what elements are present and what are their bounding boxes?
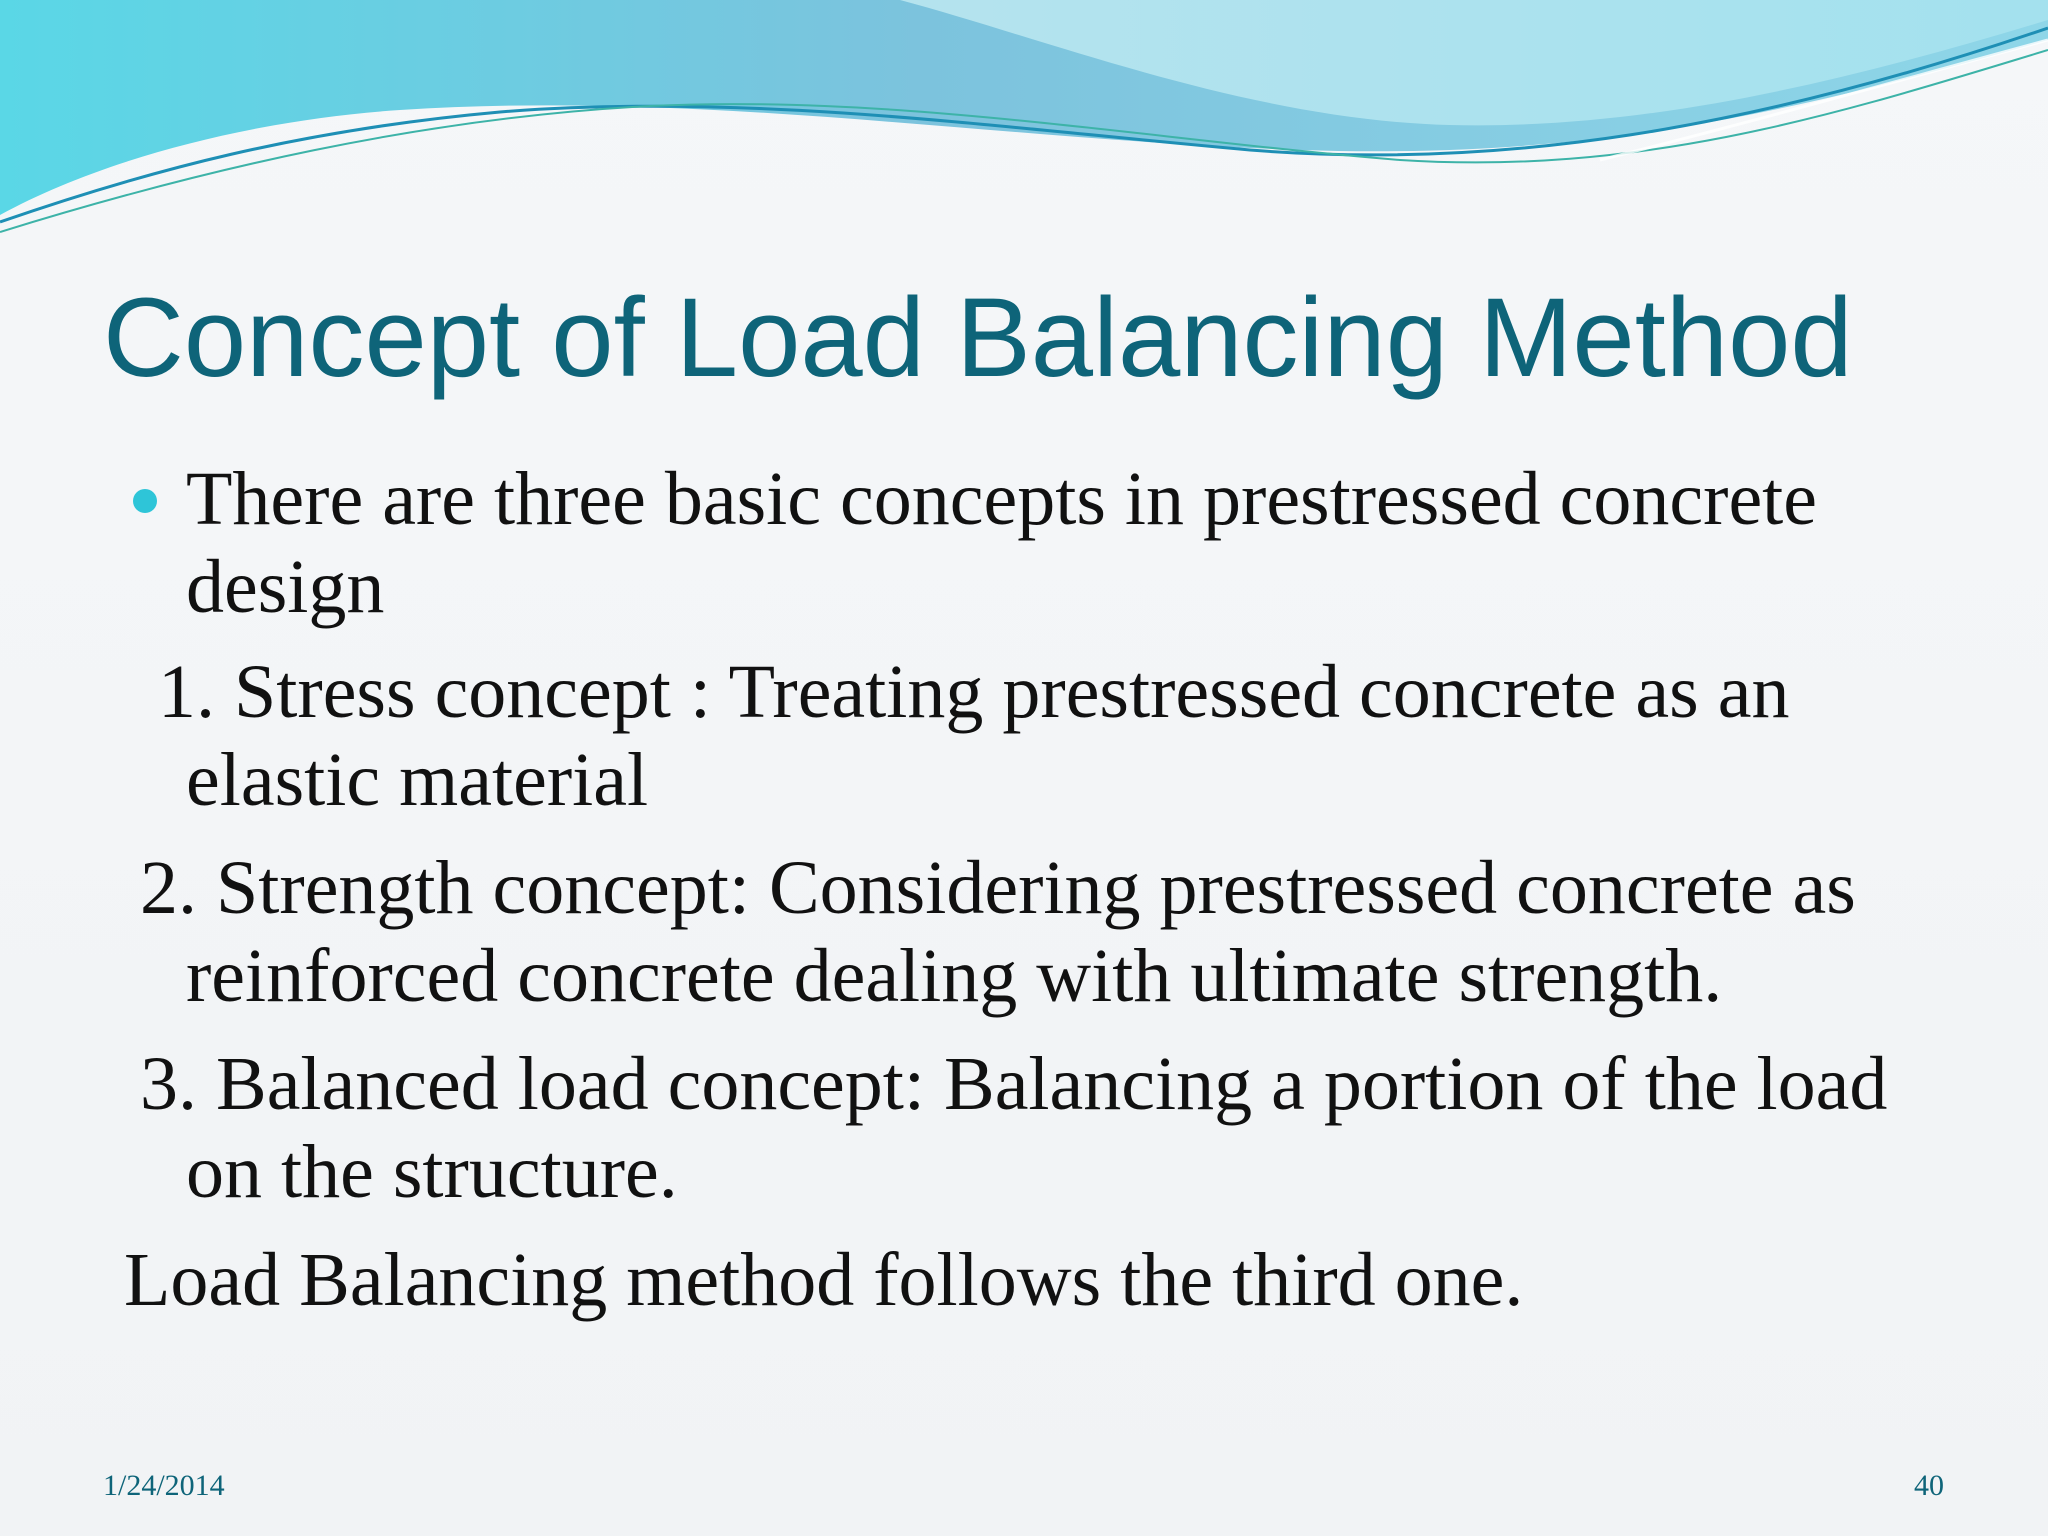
- item-2-line-2: reinforced concrete dealing with ultimate strength.: [186, 934, 1723, 1018]
- footer-page-number: 40: [1914, 1469, 1944, 1502]
- bullet-line-2: design: [186, 545, 385, 629]
- bullet-icon: [133, 489, 157, 513]
- slide-title: Concept of Load Balancing Method: [103, 275, 1853, 400]
- bullet-line-1: There are three basic concepts in prestressed concrete: [186, 457, 1818, 541]
- item-3-line-2: on the structure.: [186, 1130, 678, 1214]
- header-wave-decoration: [0, 0, 2048, 240]
- item-3-line-1: 3. Balanced load concept: Balancing a portion of the load: [140, 1042, 1888, 1126]
- footer-date: 1/24/2014: [103, 1469, 225, 1502]
- conclusion-text: Load Balancing method follows the third one.: [124, 1238, 1524, 1322]
- item-2-line-1: 2. Strength concept: Considering prestressed concrete as: [140, 846, 1856, 930]
- item-1-line-2: elastic material: [186, 738, 649, 822]
- item-1-line-1: 1. Stress concept : Treating prestressed concrete as an: [158, 650, 1790, 734]
